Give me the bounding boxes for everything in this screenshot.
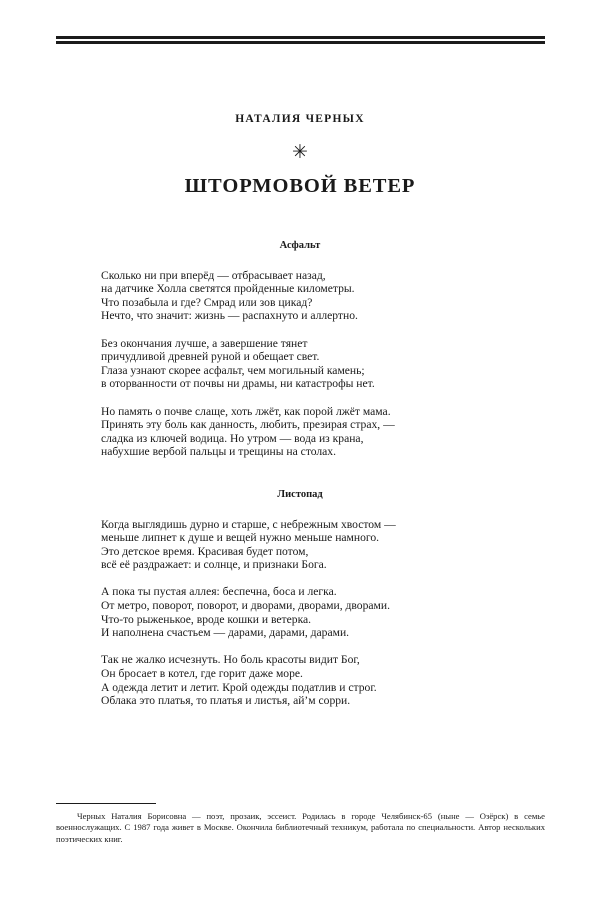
stanza <box>101 337 560 391</box>
poem-line: на датчике Холла светятся пройденные километры. <box>101 282 355 296</box>
poem-title: Асфальт <box>279 240 321 251</box>
author-biography-note: Черных Наталия Борисовна — поэт, прозаик, эссеист. Родилась в городе Челябинск-65 (ныне — Озёрск) в семье военнослужащих. С 1987 года живет в Москве. Окончила библиотечный техникум, работала по специальности. Автор нескольких поэтических книг. <box>56 811 545 844</box>
poem-line: Это детское время. Красивая будет потом, <box>101 544 309 558</box>
stanza <box>101 518 560 572</box>
poem-line: Облака это платья, то платья и листья, ай’м сорри. <box>101 694 351 708</box>
poem-line: Без окончания лучше, а завершение тянет <box>101 336 308 350</box>
poem <box>0 489 600 708</box>
header-rule-upper-bar <box>56 36 545 39</box>
poem-line: Что-то рыженькое, вроде кошки и ветерка. <box>101 612 312 626</box>
poem-line: меньше липнет к душе и вещей нужно меньше намного. <box>101 531 380 545</box>
poem-line: Когда выглядишь дурно и старше, с небрежным хвостом — <box>101 517 396 531</box>
stanza <box>101 585 560 639</box>
stanza <box>101 653 560 707</box>
poem-body <box>0 518 600 708</box>
header-rule-lower-bar <box>56 41 545 44</box>
stanza <box>101 269 560 323</box>
poem-line: причудливой древней руной и обещает свет. <box>101 350 320 364</box>
poem-line: От метро, поворот, поворот, и дворами, дворами, дворами. <box>101 599 390 613</box>
header-double-rule <box>56 36 545 44</box>
poem-line: Принять эту боль как данность, любить, презирая страх, — <box>101 418 395 432</box>
poem-line: А пока ты пустая аллея: беспечна, боса и легка. <box>101 585 337 599</box>
poem-line: Нечто, что значит: жизнь — распахнуто и аллертно. <box>101 309 358 323</box>
poem-title: Листопад <box>277 488 323 500</box>
poem-line: Он бросает в котел, где горит даже море. <box>101 667 303 681</box>
poem-line: в оторванности от почвы ни драмы, ни катастрофы нет. <box>101 377 375 391</box>
poems-container <box>0 240 600 708</box>
poem-line: набухшие вербой пальцы и трещины на столах. <box>101 445 336 459</box>
page-title: ШТОРМОВОЙ ВЕТЕР <box>184 174 416 197</box>
footnote-separator-rule <box>56 803 156 804</box>
poem-line: Но память о почве слаще, хоть лжёт, как порой лжёт мама. <box>101 404 391 418</box>
poem-body <box>0 269 600 459</box>
footnote <box>56 803 545 845</box>
title-block <box>0 113 600 198</box>
poem-line: А одежда летит и летит. Крой одежды податлив и строг. <box>101 680 377 694</box>
poem-line: всё её раздражает: и солнце, и признаки Бога. <box>101 558 327 572</box>
stanza <box>101 405 560 459</box>
poem-line: Что позабыла и где? Смрад или зов цикад? <box>101 295 313 309</box>
poem-line: Глаза узнают скорее асфальт, чем могильный камень; <box>101 363 365 377</box>
poem-line: сладка из ключей водица. Но утром — вода из крана, <box>101 431 364 445</box>
asterisk-ornament-icon: ✳ <box>292 141 308 163</box>
poem-line: И наполнена счастьем — дарами, дарами, дарами. <box>101 626 350 640</box>
poem <box>0 240 600 459</box>
poem-line: Так не жалко исчезнуть. Но боль красоты видит Бог, <box>101 653 360 667</box>
author-name: НАТАЛИЯ ЧЕРНЫХ <box>235 113 365 125</box>
poem-line: Сколько ни при вперёд — отбрасывает назад, <box>101 268 326 282</box>
